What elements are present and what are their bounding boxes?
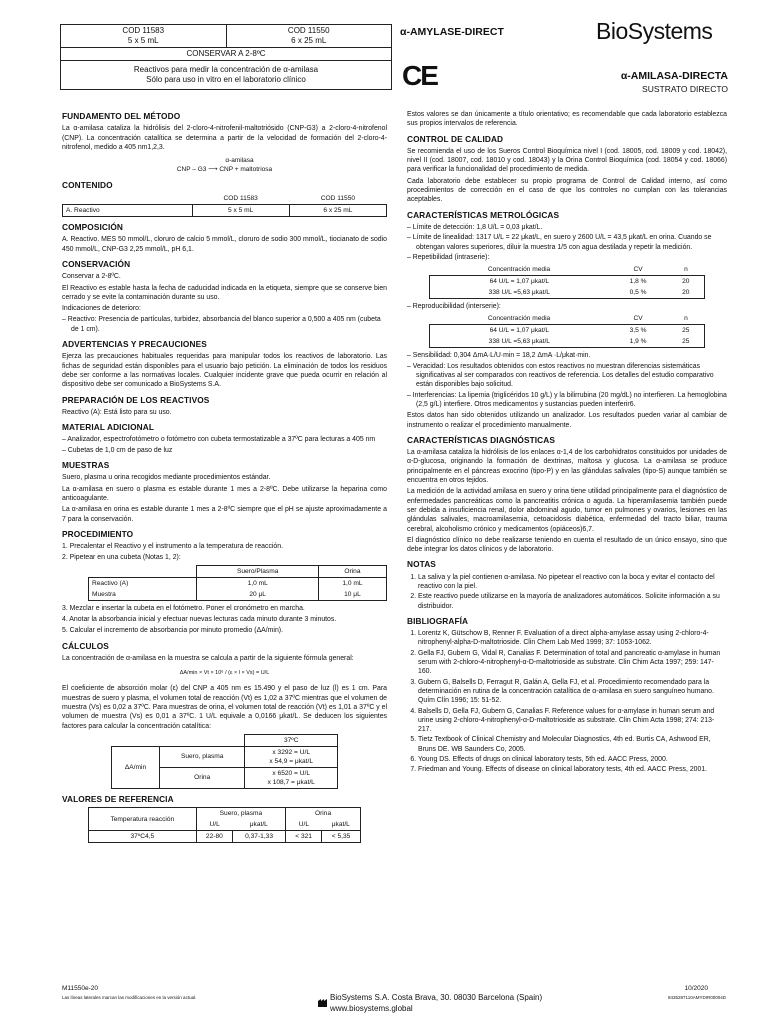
section-heading: VALORES DE REFERENCIA — [62, 793, 174, 804]
left-column — [62, 110, 387, 843]
table-cell: 5 x 5 mL — [192, 205, 289, 217]
section-heading: CONTENIDO — [62, 179, 113, 190]
table-cell-line: x 54,9 = μkat/L — [269, 757, 313, 765]
list-item: 2. Este reactivo puede utilizarse en la mayoría de analizadores automáticos. Solicite información a su distribuidor. — [418, 592, 727, 611]
list-item: – Sensibilidad: 0,304 ΔmA·L/U·min = 18,2 ΔmA ·L/μkat·min. — [407, 352, 591, 360]
reaction-enzyme: α-amilasa — [225, 157, 254, 165]
table-cell: 25 — [668, 325, 704, 337]
section-heading: CÁLCULOS — [62, 640, 109, 651]
table-cell: 1,0 mL — [197, 577, 318, 589]
table-cell: 20 μL — [197, 589, 318, 601]
reaction-product: CNP + maltotriosa — [219, 166, 273, 174]
paragraph: Ejerza las precauciones habituales requeridas para manipular todos los reactivos de laboratorio. Las fichas de seguridad están disponibles para el usuario bajo petición. La eliminación de todos los residuos debe ser conforme a las normativas locales. Cualquier incidente grave que pueda ocurrir en relación al dispositivo debe ser comunicado a BioSystems S.A. — [62, 353, 387, 389]
list-item: 7. Friedman and Young. Effects of disease on clinical laboratory tests, 4th ed. AACC Press, 2001. — [418, 765, 727, 774]
paragraph: El coeficiente de absorción molar (ε) del CNP a 405 nm es 15.490 y el paso de luz (l) es 1 cm. Para muestras de suero y plasma, el volumen total de reacción (Vt) es 1,02 a 37ºC mientras que el volumen de muestra (Vs) es 0,02 a 37ºC. Para muestras de orina, el volumen total de reacción (Vt) es 1,01 a 37ºC y el volumen de muestra (Vs) es 0,01 a 37ºC. 1 U/L equivale a 0,0166 μkat/L. Se deducen los siguientes factores para calcular la concentración catalítica: — [62, 685, 387, 730]
paragraph: Conservar a 2-8ºC. — [62, 273, 121, 281]
paragraph: La α-amilasa cataliza la hidrólisis de los enlaces α-1,4 de los carbohidratos constituidos por unidades de α-D-glucosa, originando la formación de dextrinas, maltosa y glucosa. La α-amilasa se produce principalmente en el páncreas exocrino (tipo-P) y en las glándulas salivales (tipo-S) aunque también se encuentra en otros tejidos. — [407, 449, 727, 485]
list-item: 1. La saliva y la piel contienen α-amilasa. No pipetear el reactivo con la boca y evitar el contacto del reactivo con la piel. — [418, 573, 727, 592]
section-heading: CARACTERÍSTICAS DIAGNÓSTICAS — [407, 434, 555, 445]
header-cod-large: COD 11550 6 x 25 mL — [226, 25, 392, 48]
paragraph: Estos datos han sido obtenidos utilizando un analizador. Los resultados pueden variar al cambiar de instrumento o realizar el procedimiento manualmente. — [407, 412, 727, 429]
table-cell: 22-80 — [196, 831, 232, 843]
table-cell: μkat/L — [233, 819, 286, 831]
table-cell: U/L — [286, 819, 322, 831]
header-purpose-line2: Sólo para uso in vitro en el laboratorio clínico — [146, 75, 306, 84]
list-item: – Veracidad: Los resultados obtenidos con estos reactivos no muestran diferencias sistemáticas significativas al ser comparados con reactivos de referencia. Los detalles del estudio comparativo están disponibles bajo solicitud. — [407, 362, 714, 389]
table-cell: Orina — [286, 808, 361, 820]
list — [407, 223, 727, 262]
table-cell: 0,37-1,33 — [233, 831, 286, 843]
table-cell: 338 U/L =5,63 μkat/L — [430, 336, 608, 348]
table-cell: A. Reactivo — [63, 205, 193, 217]
paragraph: Indicaciones de deterioro: — [62, 305, 141, 313]
paragraph: Suero, plasma u orina recogidos mediante procedimientos estándar. — [62, 474, 271, 482]
table-cell: Suero/Plasma — [197, 565, 318, 577]
reaction-scheme — [62, 156, 387, 175]
notes-list — [407, 573, 727, 611]
section-heading: MUESTRAS — [62, 460, 110, 471]
procedure-table — [88, 565, 387, 601]
table-cell: Concentración media — [487, 315, 551, 323]
section-heading: ADVERTENCIAS Y PRECAUCIONES — [62, 339, 207, 350]
table-cell: Muestra — [89, 589, 197, 601]
table-cell: 20 — [668, 287, 704, 299]
table-cell: 0,5 % — [608, 287, 668, 299]
list — [62, 315, 387, 334]
table-cell: < 5,35 — [322, 831, 361, 843]
table-cell: 1,9 % — [608, 336, 668, 348]
list-item: 4. Balsells D, Gella FJ, Gubern G, Canalias F. Reference values for α-amylase in human serum and urine using 2-chloro-4-nitrophenyl-α-D-maltotrioside as substrate. Clin Chim Acta 1998; 274: 213-217. — [418, 707, 727, 735]
paragraph: 5. Calcular el incremento de absorbancia por minuto promedio (ΔA/min). — [62, 627, 283, 635]
list-item: 6. Young DS. Effects of drugs on clinical laboratory tests, 5th ed. AACC Press, 2000. — [418, 755, 727, 764]
paragraph: La α-amilasa cataliza la hidrólisis del 2-cloro-4-nitrofenil-maltotriósido (CNP-G3) a 2-cloro-4-nitrofenol (CNP). La concentración catalítica se determina a partir de la velocidad de formación del 2-cloro-4-nitrofenol, medido a 405 nm1,2,3. — [62, 125, 387, 151]
formula: ΔA/min × Vt × 10⁶ / (ε × l × Vs) = U/L — [179, 670, 270, 677]
section-heading: COMPOSICIÓN — [62, 222, 124, 233]
table-cell: 64 U/L = 1,07 μkat/L — [430, 276, 608, 288]
paragraph: Cada laboratorio debe establecer su propio programa de Control de Calidad interno, así como procedimientos de corrección en el caso de que los controles no cumplan con las tolerancias aceptables. — [407, 177, 727, 204]
list-item: – Límite de linealidad: 1317 U/L = 22 μkat/L, en suero y 2600 U/L = 43,5 μkat/L en orina. Cuando se obtengan valores superiores, diluir la muestra 1/5 con agua destilada y repetir la medición. — [407, 234, 712, 251]
table-cell: 64 U/L = 1,07 μkat/L — [430, 325, 608, 337]
table-cell: Reactivo (A) — [89, 577, 197, 589]
footer-company: BioSystems S.A. Costa Brava, 30. 08030 Barcelona (Spain) — [330, 993, 543, 1002]
table-cell: < 321 — [286, 831, 322, 843]
list — [407, 351, 727, 409]
table-cell: CV — [633, 315, 643, 323]
table-cell: COD 11550 — [320, 195, 356, 203]
section-heading: CONTROL DE CALIDAD — [407, 133, 504, 144]
paragraph: 1. Precalentar el Reactivo y el instrumento a la temperatura de reacción. — [62, 543, 283, 551]
table-cell: Concentración media — [487, 266, 551, 274]
list-item: – Reactivo: Presencia de partículas, turbidez, absorbancia del blanco superior a 0,500 a 405 nm (cubeta de 1 cm). — [62, 316, 381, 333]
table-cell: Orina — [318, 565, 386, 577]
list-item: 3. Gubern G, Balsells D, Ferragut R, Galán A, Gella FJ, et al. Procedimiento recomendado para la determinación en rutina de la concentración catalítica de α-amilasa en suero sanguíneo humano. Quím Clín 1996; 15: 51-52. — [418, 678, 727, 706]
paragraph: 2. Pipetear en una cubeta (Notas 1, 2): — [62, 554, 181, 562]
footer-date: 10/2020 — [684, 985, 708, 992]
paragraph: La α-amilasa en orina es estable durante 1 mes a 2-8ºC siempre que el pH se ajuste aproximadamente a 7 para la conservación. — [62, 506, 387, 523]
paragraph: La concentración de α-amilasa en la muestra se calcula a partir de la siguiente fórmula general: — [62, 654, 354, 662]
list-item: – Cubetas de 1,0 cm de paso de luz — [62, 446, 173, 454]
table-cell: 25 — [668, 336, 704, 348]
table-cell: Suero, plasma — [196, 808, 285, 820]
product-name: α-AMYLASE-DIRECT — [400, 26, 504, 38]
section-heading: BIBLIOGRAFÍA — [407, 615, 469, 626]
section-heading: NOTAS — [407, 559, 436, 570]
table-cell: CV — [633, 266, 643, 274]
repeatability-table — [429, 264, 704, 299]
reaction-substrate: CNP – G3 — [176, 166, 207, 174]
table-cell: 1,0 mL — [318, 577, 386, 589]
factory-icon — [318, 994, 327, 1004]
footer-website: www.biosystems.global — [330, 1004, 413, 1013]
product-subtitle-2: SUSTRATO DIRECTO — [642, 84, 728, 94]
ce-mark-icon: CE — [402, 60, 437, 91]
reproducibility-table — [429, 313, 704, 348]
list — [62, 435, 387, 455]
table-cell: n — [684, 315, 688, 323]
paragraph: A. Reactivo. MES 50 mmol/L, cloruro de calcio 5 mmol/L, cloruro de sodio 300 mmol/L, tiocianato de sodio 450 mmol/L, CNP-G3 2,25 mmol/L, pH 6,1. — [62, 236, 387, 253]
table-cell: U/L — [196, 819, 232, 831]
footer-code: M11550e-20 — [62, 985, 99, 992]
paragraph: Se recomienda el uso de los Sueros Control Bioquímica nivel I (cod. 18005, cod. 18009 y cod. 18042), nivel II (cod. 18007, cod. 18010 y cod. 18043) y la Orina Control Bioquímica (cod. 18054 y cod. 18066) para verificar la funcionalidad del procedimiento de medida. — [407, 147, 727, 174]
list-item: 5. Tietz Textbook of Clinical Chemistry and Molecular Diagnostics, 4th ed. Burtis CA, Ashwood ER, Bruns DE. WB Saunders Co, 2005. — [418, 735, 727, 754]
bibliography-list — [407, 629, 727, 774]
section-heading: PREPARACIÓN DE LOS REACTIVOS — [62, 394, 210, 405]
table-cell: 3,5 % — [608, 325, 668, 337]
table-cell-line: x 3292 = U/L — [272, 748, 310, 756]
section-heading: MATERIAL ADICIONAL — [62, 422, 154, 433]
table-cell: Suero, plasma — [160, 746, 245, 767]
factors-table — [111, 734, 339, 789]
reaction-arrow-icon: ⟶ — [208, 166, 220, 174]
table-cell: 1,8 % — [608, 276, 668, 288]
paragraph: La α-amilasa en suero o plasma es estable durante 1 mes a 2-8ºC. Debe utilizarse la heparina como anticoagulante. — [62, 485, 387, 502]
list — [407, 302, 727, 311]
header-storage: CONSERVAR A 2-8ºC — [61, 48, 392, 61]
table-cell: 37ºC4,5 — [89, 831, 197, 843]
section-heading: PROCEDIMIENTO — [62, 528, 134, 539]
table-cell: 20 — [668, 276, 704, 288]
section-heading: CARACTERÍSTICAS METROLÓGICAS — [407, 209, 560, 220]
paragraph: 4. Anotar la absorbancia inicial y efectuar nuevas lecturas cada minuto durante 3 minutos. — [62, 615, 337, 623]
table-cell: COD 11583 — [223, 195, 258, 203]
paragraph: El Reactivo es estable hasta la fecha de caducidad indicada en la etiqueta, siempre que se conserve bien cerrado y se evite la contaminación durante su uso. — [62, 284, 387, 301]
paragraph: Reactivo (A): Está listo para su uso. — [62, 408, 172, 416]
contents-table — [62, 193, 387, 217]
list-item: – Repetibilidad (intraserie): — [407, 253, 490, 261]
section-heading: FUNDAMENTO DEL MÉTODO — [62, 111, 181, 121]
list-item: 2. Gella FJ, Gubern G, Vidal R, Canalias F. Determination of total and pancreatic α-amylase in human serum with 2-chloro-4-nitrophenyl-α-D-maltotrioside as substrate. Clin Chim Acta 1997; 259: 147-160. — [418, 649, 727, 677]
table-cell: 6 x 25 mL — [289, 205, 386, 217]
list-item: 1. Lorentz K, Gütschow B, Renner F. Evaluation of a direct alpha-amylase assay using 2-chloro-4-nitrophenyl-alpha-D-maltotrioside. Clin Chem Lab Med 1999; 37: 1053-1062. — [418, 629, 727, 648]
table-cell — [89, 565, 197, 577]
paragraph: 3. Mezclar e insertar la cubeta en el fotómetro. Poner el cronómetro en marcha. — [62, 604, 305, 612]
paragraph: Estos valores se dan únicamente a título orientativo; es recomendable que cada laboratorio establezca sus propios intervalos de referencia. — [407, 111, 727, 128]
table-cell: n — [684, 266, 688, 274]
footer-note: Las líneas laterales marcan las modificaciones en la versión actual. — [62, 995, 197, 1000]
header-purpose-line1: Reactivos para medir la concentración de α-amilasa — [133, 65, 319, 74]
paragraph: El diagnóstico clínico no debe realizarse teniendo en cuenta el resultado de un único ensayo, sino que debe integrar los datos clínicos y de laboratorio. — [407, 536, 727, 554]
table-cell-line: x 108,7 = μkat/L — [267, 778, 315, 786]
reference-table — [88, 807, 361, 843]
table-cell: 10 μL — [318, 589, 386, 601]
list-item: – Interferencias: La lipemia (triglicéridos 10 g/L) y la bilirrubina (20 mg/dL) no interfieren. La hemoglobina (2,5 g/L) interfiere. Otros medicamentos y sustancias pueden interferir6. — [407, 391, 727, 408]
paragraph: La medición de la actividad amilasa en suero y orina tiene utilidad principalmente para el diagnóstico de enfermedades pancreáticas como la pancreatitis crónica o aguda. La hiperamilasemia también puede ser debida a insuficiencia renal, dolor abdominal agudo, tumor en pulmones y ovarios, lesiones en las glándulas salivales, macroamilasemia, cetoacidosis diabética, enfermedad del tracto biliar, trauma cerebral, alcoholismo crónico y medicamentos (opiáceos)6,7. — [407, 488, 727, 533]
header-table — [60, 24, 392, 90]
list-item: – Reproducibilidad (interserie): — [407, 303, 501, 311]
list-item: – Analizador, espectrofotómetro o fotómetro con cubeta termostatizable a 37ºC para lecturas a 405 nm — [62, 436, 376, 444]
footer-barcode-text: 8435287110AMYDIR00004D — [668, 995, 726, 1000]
table-cell: ΔA/min — [111, 746, 159, 788]
table-cell: Orina — [160, 767, 245, 788]
table-cell-line: x 6520 = U/L — [272, 769, 310, 777]
header-cod-small: COD 11583 5 x 5 mL — [61, 25, 227, 48]
right-column — [407, 110, 727, 777]
table-cell: 338 U/L =5,63 μkat/L — [430, 287, 608, 299]
header-purpose — [61, 61, 392, 90]
list-item: – Límite de detección: 1,8 U/L = 0,03 μkat/L. — [407, 223, 543, 231]
table-cell: 37ºC — [245, 734, 338, 746]
section-heading: CONSERVACIÓN — [62, 258, 131, 269]
product-subtitle: α-AMILASA-DIRECTA — [620, 70, 728, 82]
brand-logo: BioSystems — [596, 18, 713, 44]
table-cell: Temperatura reacción — [89, 808, 197, 831]
table-cell: μkat/L — [322, 819, 361, 831]
